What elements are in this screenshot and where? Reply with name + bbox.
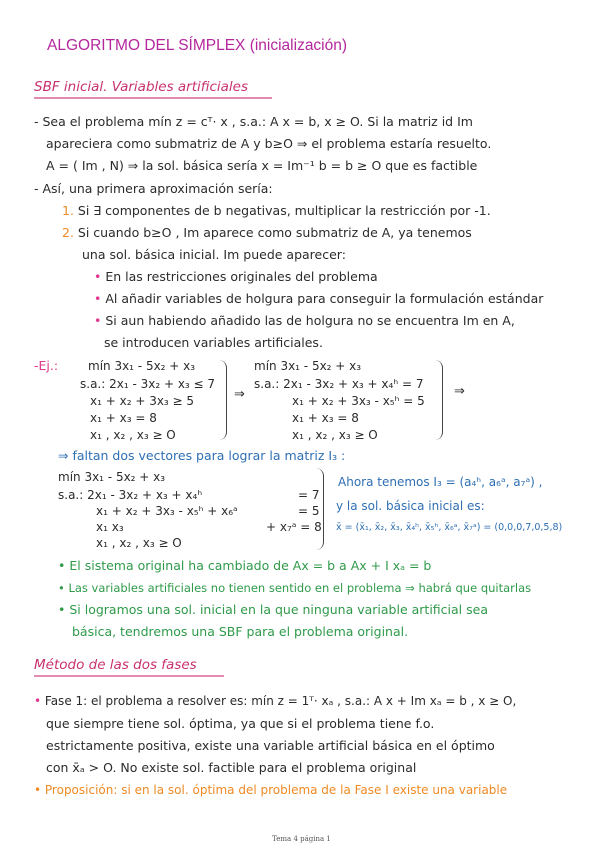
fase1-line <box>34 693 516 709</box>
system-rhs: = 5 <box>298 504 320 518</box>
system-line: x₁ , x₂ , x₃ ≥ O <box>96 536 182 550</box>
example-right-line: mín 3x₁ - 5x₂ + x₃ <box>254 359 362 373</box>
faltan-line: ⇒ faltan dos vectores para lograr la matriz I₃ : <box>58 448 346 463</box>
item-number: 1. <box>62 203 74 218</box>
example-right-line: s.a.: 2x₁ - 3x₂ + x₃ + x₄ʰ = 7 <box>254 377 424 391</box>
paragraph-line: que siempre tiene sol. óptima, ya que si el problema tiene f.o. <box>46 716 435 731</box>
paragraph-line: - Así, una primera aproximación sería: <box>34 181 273 196</box>
paragraph-line: se introducen variables artificiales. <box>104 335 323 350</box>
bullet-dot-icon: • <box>34 783 42 797</box>
implies-arrow: ⇒ <box>234 387 245 402</box>
example-right-line: x₁ + x₃ = 8 <box>292 411 359 425</box>
heading-underline <box>34 97 272 99</box>
paragraph-line: apareciera como submatriz de A y b≥O ⇒ el problema estaría resuelto. <box>46 136 492 151</box>
implies-arrow: ⇒ <box>454 384 465 399</box>
bullet-dot-icon: • <box>94 291 102 306</box>
example-left-line: s.a.: 2x₁ - 3x₂ + x₃ ≤ 7 <box>80 377 216 391</box>
bullet-text: En las restricciones originales del problema <box>105 269 378 284</box>
bullet-dot-icon: • <box>58 602 66 617</box>
system-line: x₁ + x₂ + 3x₃ - x₅ʰ + x₆ᵃ <box>96 504 238 518</box>
brace <box>316 468 324 550</box>
bullet-dot-icon: • <box>58 581 65 595</box>
bullet-text: Si aun habiendo añadido las de holgura no se encuentra Im en A, <box>105 313 515 328</box>
system-line: mín 3x₁ - 5x₂ + x₃ <box>58 470 166 484</box>
green-bullet <box>58 580 531 596</box>
example-left-line: mín 3x₁ - 5x₂ + x₃ <box>88 359 196 373</box>
numbered-item-1 <box>62 203 491 219</box>
item-text: Si cuando b≥O , Im aparece como submatriz de A, ya tenemos <box>77 225 472 240</box>
section-heading-dos-fases: Método de las dos fases <box>34 657 197 673</box>
brace <box>218 360 227 440</box>
green-bullet <box>58 602 488 618</box>
example-right-line: x₁ + x₂ + 3x₃ - x₅ʰ = 5 <box>292 394 425 408</box>
bullet-text: Las variables artificiales no tienen sentido en el problema ⇒ habrá que quitarlas <box>68 581 532 595</box>
system-line: s.a.: 2x₁ - 3x₂ + x₃ + x₄ʰ <box>58 488 203 502</box>
green-line: básica, tendremos una SBF para el problema original. <box>72 624 409 639</box>
fase-text: Fase 1: el problema a resolver es: mín z = 1ᵀ· xₐ , s.a.: A x + Im xₐ = b , x ≥ O, <box>44 694 517 708</box>
numbered-item-2 <box>62 225 472 241</box>
paragraph-line: estrictamente positiva, existe una variable artificial básica en el óptimo <box>46 738 495 753</box>
example-left-line: x₁ , x₂ , x₃ ≥ O <box>90 428 176 442</box>
ahora-line: y la sol. básica inicial es: <box>336 499 485 513</box>
bullet-text: El sistema original ha cambiado de Ax = b a Ax + I xₐ = b <box>69 558 432 573</box>
bullet-dot-icon: • <box>58 558 66 573</box>
paragraph-line: una sol. básica inicial. Im puede aparecer: <box>82 247 346 262</box>
paragraph-line: A = ( Im , N) ⇒ la sol. básica sería x = Im⁻¹ b = b ≥ O que es factible <box>46 158 478 173</box>
bullet-item <box>94 269 378 285</box>
heading-underline <box>34 675 224 677</box>
green-bullet <box>58 558 431 574</box>
paragraph-line: con x̄ₐ > O. No existe sol. factible para el problema original <box>46 760 417 775</box>
item-text: Si ∃ componentes de b negativas, multiplicar la restricción por -1. <box>77 203 491 218</box>
ahora-line: x̄ = (x̄₁, x̄₂, x̄₃, x̄₄ʰ, x̄₅ʰ, x̄₆ᵃ, x̄₇ᵃ) = (0,0,0,7,0,5,8) <box>336 522 563 533</box>
brace <box>434 360 443 440</box>
bullet-dot-icon: • <box>94 313 102 328</box>
paragraph-line: - Sea el problema mín z = cᵀ· x , s.a.: A x = b, x ≥ O. Si la matriz id Im <box>34 114 473 129</box>
bullet-item <box>94 291 543 307</box>
proposition-line <box>34 782 507 798</box>
system-rhs: + x₇ᵃ = 8 <box>266 520 322 534</box>
bullet-dot-icon: • <box>34 694 42 708</box>
example-left-line: x₁ + x₃ = 8 <box>90 411 157 425</box>
page-footer: Tema 4 página 1 <box>272 835 331 843</box>
system-line: x₁ x₃ <box>96 520 124 534</box>
proposition-text: Proposición: si en la sol. óptima del problema de la Fase I existe una variable <box>44 783 508 797</box>
bullet-item <box>94 313 515 329</box>
item-number: 2. <box>62 225 74 240</box>
bullet-dot-icon: • <box>94 269 102 284</box>
example-left-line: x₁ + x₂ + 3x₃ ≥ 5 <box>90 394 195 408</box>
ahora-line: Ahora tenemos I₃ = (a₄ʰ, a₆ᵃ, a₇ᵃ) , <box>338 475 543 489</box>
page-title: ALGORITMO DEL SÍMPLEX (inicialización) <box>47 37 348 54</box>
section-heading-sbf: SBF inicial. Variables artificiales <box>34 79 249 95</box>
system-rhs: = 7 <box>298 488 320 502</box>
bullet-text: Si logramos una sol. inicial en la que ninguna variable artificial sea <box>69 602 488 617</box>
example-label: -Ej.: <box>34 358 59 373</box>
bullet-text: Al añadir variables de holgura para conseguir la formulación estándar <box>105 291 544 306</box>
example-right-line: x₁ , x₂ , x₃ ≥ O <box>292 428 378 442</box>
